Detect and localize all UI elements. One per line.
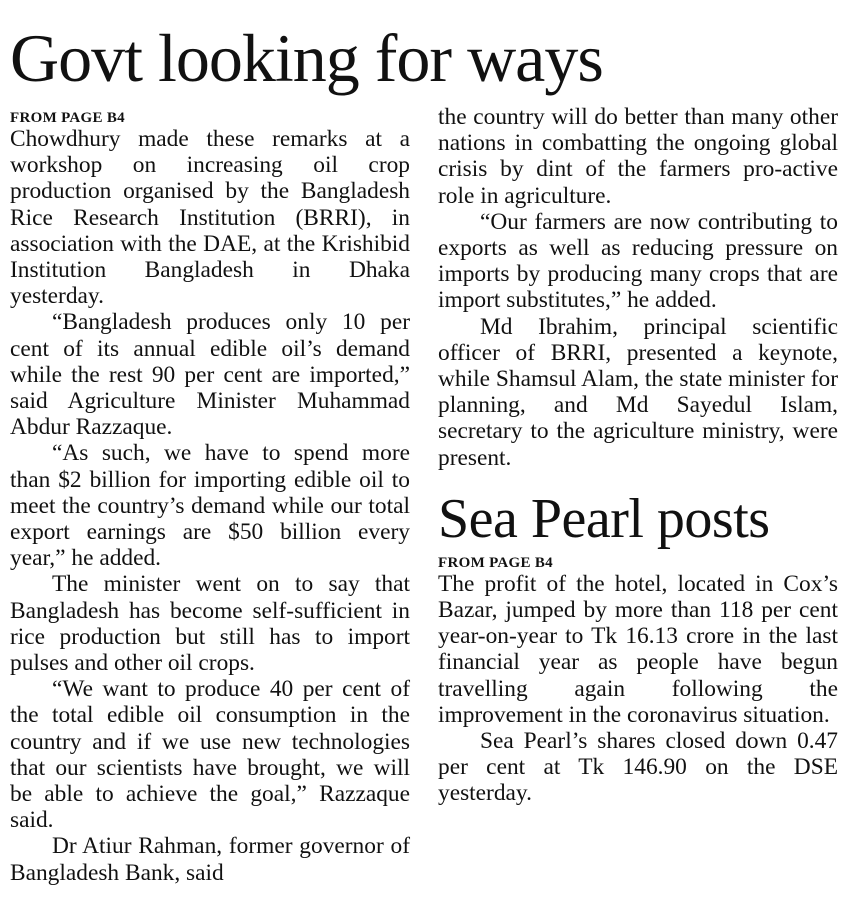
paragraph: “Our farmers are now contributing to exports as well as reducing pressure on imports by producing many crops that are import substitutes,” he added. xyxy=(438,208,838,314)
paragraph: Dr Atiur Rahman, former governor of Bangladesh Bank, said xyxy=(10,833,410,886)
paragraph: The minister went on to say that Bangladesh has become self-sufficient in rice production but still has to import pulses and other oil crops. xyxy=(10,571,410,677)
left-column xyxy=(10,110,410,886)
paragraph: “We want to produce 40 per cent of the total edible oil consumption in the country and if we use new technologies that our scientists have brought, we will be able to achieve the goal,” Razzaque said. xyxy=(10,676,410,834)
second-article-headline: Sea Pearl posts xyxy=(438,487,770,550)
paragraph: The profit of the hotel, located in Cox’s Bazar, jumped by more than 118 per cent year-on-year to Tk 16.13 crore in the last financial year as people have begun travelling again following the improvement in the coronavirus situation. xyxy=(438,570,838,728)
paragraph: “As such, we have to spend more than $2 billion for importing edible oil to meet the country’s demand while our total export earnings are $50 billion every year,” he added. xyxy=(10,440,410,572)
paragraph: Md Ibrahim, principal scientific officer of BRRI, presented a keynote, while Shamsul Alam, the state minister for planning, and Md Sayedul Islam, secretary to the agriculture ministry, were present. xyxy=(438,313,838,471)
paragraph: “Bangladesh produces only 10 per cent of its annual edible oil’s demand while the rest 90 per cent are imported,” said Agriculture Minister Muhammad Abdur Razzaque. xyxy=(10,309,410,441)
paragraph: Sea Pearl’s shares closed down 0.47 per cent at Tk 146.90 on the DSE yesterday. xyxy=(438,728,838,807)
continued-from-label: FROM PAGE B4 xyxy=(438,554,553,571)
paragraph: Chowdhury made these remarks at a workshop on increasing oil crop production organised by the Bangladesh Rice Research Institution (BRRI), in association with the DAE, at the Krishibid Institution Bangladesh in Dhaka yesterday. xyxy=(10,126,410,310)
continued-from-label: FROM PAGE B4 xyxy=(10,110,125,126)
paragraph: the country will do better than many other nations in combatting the ongoing global crisis by dint of the farmers pro-active role in agriculture. xyxy=(438,104,838,209)
article-headline: Govt looking for ways xyxy=(10,20,603,96)
right-column xyxy=(438,104,838,807)
